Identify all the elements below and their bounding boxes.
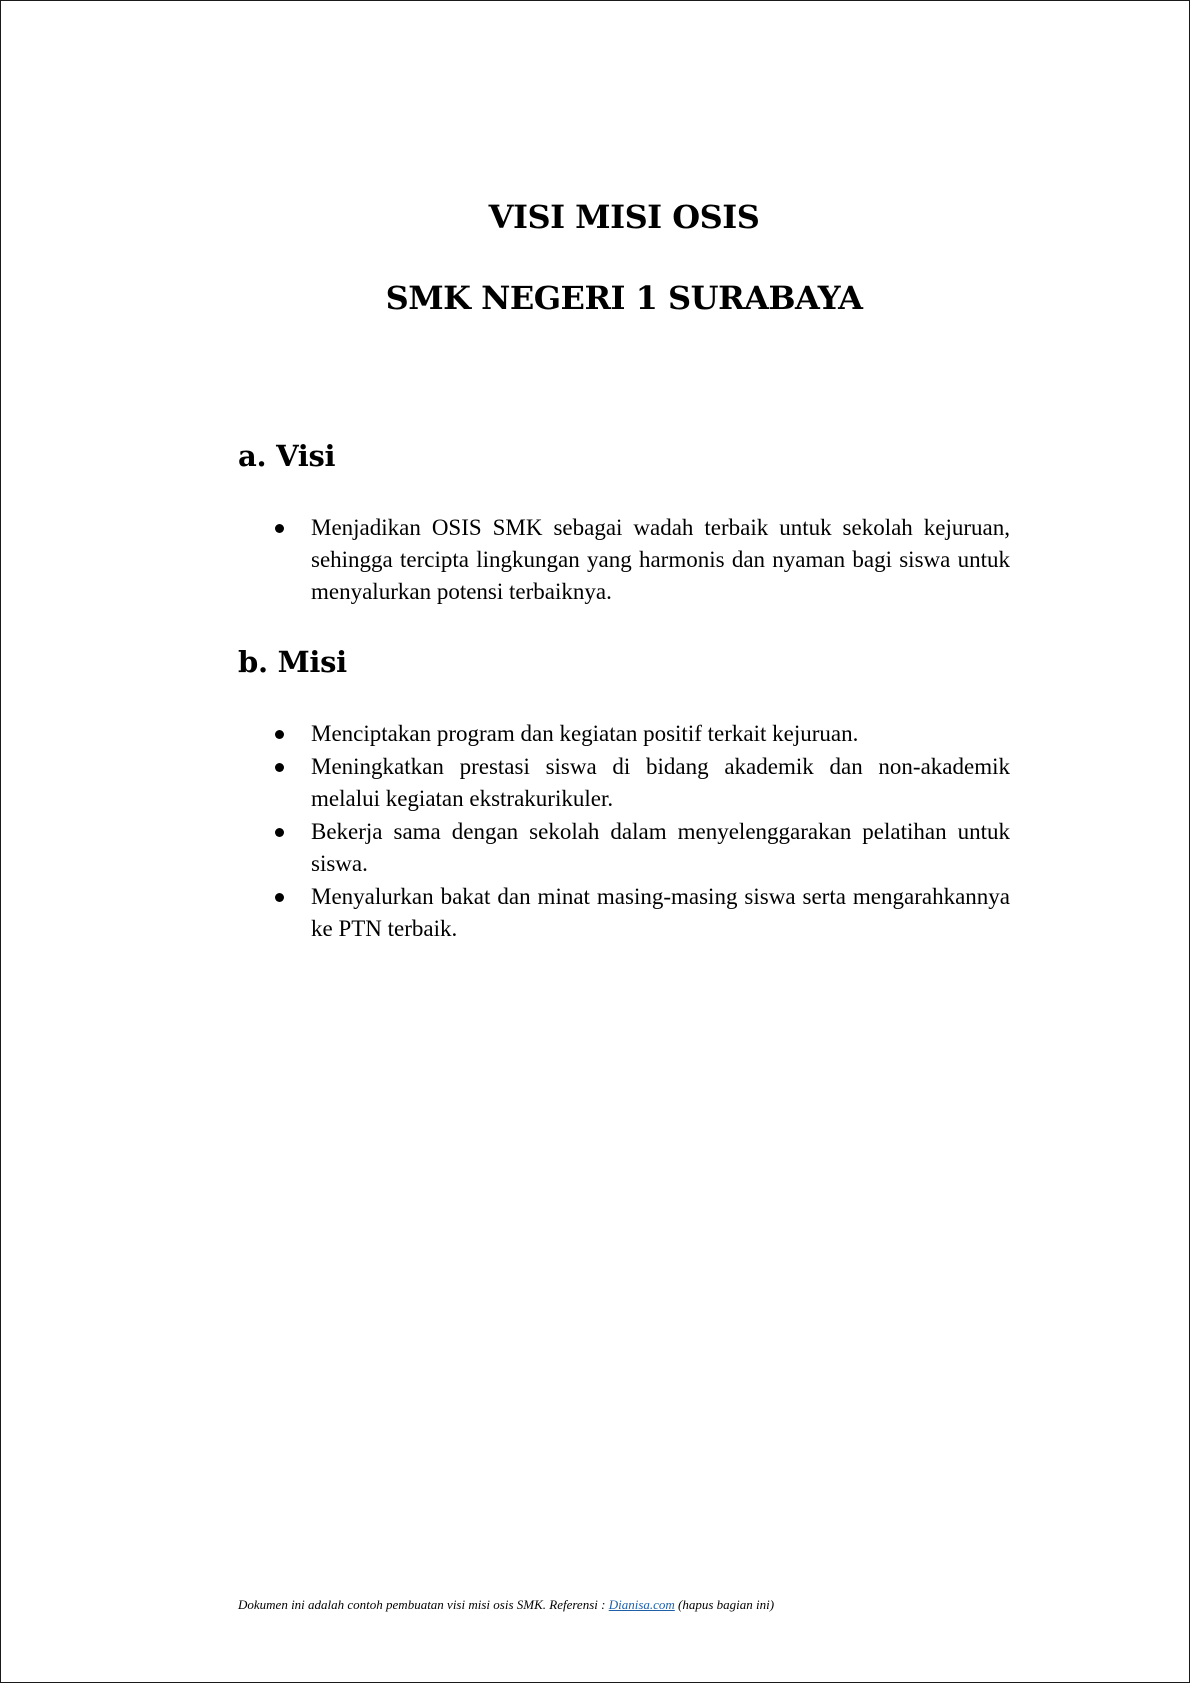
misi-list — [271, 718, 1010, 946]
list-item — [271, 718, 1010, 750]
list-item — [271, 751, 1010, 815]
footer-note — [238, 1596, 774, 1614]
visi-list — [271, 512, 1010, 609]
reference-link[interactable]: Dianisa.com — [608, 1597, 675, 1612]
bullet-icon — [275, 730, 284, 739]
list-item — [271, 881, 1010, 945]
misi-item-text: Menciptakan program dan kegiatan positif terkait kejuruan. — [311, 721, 859, 746]
footer-suffix: (hapus bagian ini) — [674, 1597, 775, 1612]
list-item — [271, 512, 1010, 608]
footer-text: Dokumen ini adalah contoh pembuatan visi misi osis SMK. Referensi : — [238, 1597, 609, 1612]
list-item — [271, 816, 1010, 880]
bullet-icon — [275, 893, 284, 902]
misi-item-text: Menyalurkan bakat dan minat masing-masing siswa serta mengarahkannya ke PTN terbaik. — [311, 884, 1010, 941]
bullet-icon — [275, 763, 284, 772]
misi-item-text: Meningkatkan prestasi siswa di bidang akademik dan non-akademik melalui kegiatan ekstrakurikuler. — [311, 754, 1010, 811]
misi-item-text: Bekerja sama dengan sekolah dalam menyelenggarakan pelatihan untuk siswa. — [311, 819, 1010, 876]
bullet-icon — [275, 524, 284, 533]
school-name-title: SMK NEGERI 1 SURABAYA — [385, 279, 863, 317]
visi-heading: a. Visi — [238, 439, 336, 473]
misi-heading: b. Misi — [238, 645, 347, 679]
document-title: VISI MISI OSIS — [488, 198, 760, 236]
visi-item-text: Menjadikan OSIS SMK sebagai wadah terbaik untuk sekolah kejuruan, sehingga tercipta lingkungan yang harmonis dan nyaman bagi siswa untuk menyalurkan potensi terbaiknya. — [311, 515, 1010, 604]
bullet-icon — [275, 828, 284, 837]
